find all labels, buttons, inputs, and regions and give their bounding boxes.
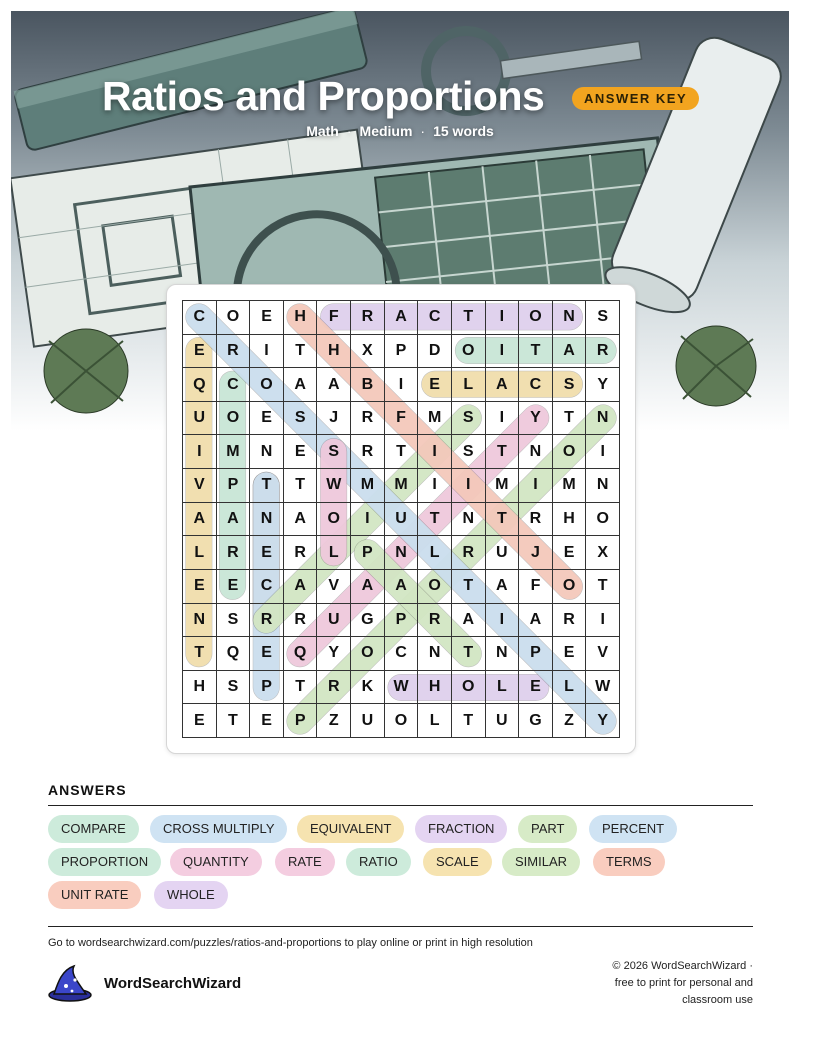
grid-cell[interactable]: Q <box>217 637 251 671</box>
grid-cell[interactable]: I <box>351 503 385 537</box>
grid-cell[interactable]: E <box>553 637 587 671</box>
grid-cell[interactable]: O <box>553 435 587 469</box>
grid-cell[interactable]: J <box>519 536 553 570</box>
grid-cell[interactable]: A <box>183 503 217 537</box>
grid-cell[interactable]: R <box>250 604 284 638</box>
meta-separator: · <box>420 123 426 139</box>
grid-cell[interactable]: V <box>183 469 217 503</box>
grid-cell[interactable]: P <box>250 671 284 705</box>
grid-cell[interactable]: N <box>418 637 452 671</box>
grid-cell[interactable]: P <box>519 637 553 671</box>
page-title: Ratios and Proportions <box>102 73 545 119</box>
grid-cell[interactable]: S <box>217 604 251 638</box>
grid-cell[interactable]: I <box>250 335 284 369</box>
grid-cell[interactable]: H <box>553 503 587 537</box>
grid-cell[interactable]: T <box>586 570 620 604</box>
grid-cell[interactable]: M <box>217 435 251 469</box>
grid-cell[interactable]: T <box>284 335 318 369</box>
grid-cell[interactable]: R <box>351 435 385 469</box>
grid-cell[interactable]: R <box>553 604 587 638</box>
grid-cell[interactable]: X <box>351 335 385 369</box>
grid-cell[interactable]: F <box>317 301 351 335</box>
brand[interactable] <box>48 964 241 1002</box>
grid-cell[interactable]: N <box>183 604 217 638</box>
answer-key-badge: ANSWER KEY <box>572 87 699 110</box>
answer-chip: FRACTION <box>415 815 507 843</box>
grid-cell[interactable]: T <box>284 671 318 705</box>
grid-cell[interactable]: N <box>385 536 419 570</box>
answer-chip: UNIT RATE <box>48 881 141 909</box>
answer-chip: WHOLE <box>154 881 228 909</box>
grid-cell[interactable]: T <box>486 435 520 469</box>
grid-cell[interactable]: C <box>183 301 217 335</box>
answer-chip: SCALE <box>423 848 492 876</box>
grid-cell[interactable]: M <box>385 469 419 503</box>
answer-chip: RATIO <box>346 848 411 876</box>
grid-cell[interactable]: R <box>217 536 251 570</box>
answer-chip: SIMILAR <box>502 848 580 876</box>
grid-cell[interactable]: E <box>250 637 284 671</box>
grid-cell[interactable]: E <box>250 402 284 436</box>
grid-cell[interactable]: H <box>183 671 217 705</box>
grid-cell[interactable]: E <box>519 671 553 705</box>
grid-cell[interactable]: L <box>418 704 452 738</box>
grid-cell[interactable]: O <box>217 301 251 335</box>
grid-cell[interactable]: H <box>418 671 452 705</box>
grid-cell[interactable]: I <box>486 402 520 436</box>
grid-cell[interactable]: T <box>452 704 486 738</box>
grid-cell[interactable]: A <box>385 301 419 335</box>
grid-cell[interactable]: Z <box>553 704 587 738</box>
grid-cell[interactable]: E <box>250 536 284 570</box>
grid-cell[interactable]: A <box>351 570 385 604</box>
grid-cell[interactable]: T <box>553 402 587 436</box>
grid-cell[interactable]: R <box>351 402 385 436</box>
grid-cell[interactable]: K <box>351 671 385 705</box>
grid-cell[interactable]: I <box>452 469 486 503</box>
grid-cell[interactable]: O <box>418 570 452 604</box>
grid-cell[interactable]: A <box>284 570 318 604</box>
play-online-link[interactable]: Go to wordsearchwizard.com/puzzles/ratios-and-proportions to play online or print in high resolution <box>48 937 533 949</box>
grid-cell[interactable]: R <box>519 503 553 537</box>
wizard-hat-icon <box>48 964 92 1002</box>
grid-cell[interactable]: U <box>317 604 351 638</box>
grid-cell[interactable]: T <box>452 570 486 604</box>
grid-cell[interactable]: A <box>452 604 486 638</box>
grid-cell[interactable]: Y <box>586 704 620 738</box>
grid-cell[interactable]: N <box>486 637 520 671</box>
grid-cell[interactable]: N <box>586 402 620 436</box>
grid-cell[interactable]: L <box>553 671 587 705</box>
grid-cell[interactable]: W <box>586 671 620 705</box>
grid-cell[interactable]: X <box>586 536 620 570</box>
grid-cell[interactable]: O <box>317 503 351 537</box>
grid-cell[interactable]: Z <box>317 704 351 738</box>
grid-cell[interactable]: A <box>284 368 318 402</box>
grid-cell[interactable]: O <box>452 335 486 369</box>
grid-cell[interactable]: Y <box>317 637 351 671</box>
grid-cell[interactable]: P <box>284 704 318 738</box>
meta-separator: · <box>346 123 352 139</box>
grid-cell[interactable]: N <box>250 435 284 469</box>
grid-cell[interactable]: F <box>385 402 419 436</box>
grid-cell[interactable]: W <box>385 671 419 705</box>
grid-cell[interactable]: T <box>486 503 520 537</box>
grid-cell[interactable]: T <box>385 435 419 469</box>
grid-cell[interactable]: C <box>519 368 553 402</box>
grid-cell[interactable]: T <box>519 335 553 369</box>
grid-cell[interactable]: O <box>351 637 385 671</box>
grid-cell[interactable]: S <box>284 402 318 436</box>
grid-cell[interactable]: I <box>586 435 620 469</box>
grid-cell[interactable]: U <box>351 704 385 738</box>
answer-chip: QUANTITY <box>170 848 262 876</box>
grid-cell[interactable]: T <box>452 301 486 335</box>
grid-cell[interactable]: U <box>486 704 520 738</box>
grid-cell[interactable]: E <box>217 570 251 604</box>
grid-cell[interactable]: F <box>519 570 553 604</box>
grid-cell[interactable]: R <box>317 671 351 705</box>
grid-cell[interactable]: V <box>317 570 351 604</box>
grid-cell[interactable]: L <box>317 536 351 570</box>
letter-grid <box>182 300 620 738</box>
grid-cell[interactable]: T <box>418 503 452 537</box>
grid-cell[interactable]: E <box>553 536 587 570</box>
grid-cell[interactable]: I <box>183 435 217 469</box>
grid-cell[interactable]: L <box>183 536 217 570</box>
grid-cell[interactable]: P <box>385 604 419 638</box>
grid-cell[interactable]: O <box>452 671 486 705</box>
grid-cell[interactable]: Y <box>586 368 620 402</box>
grid-cell[interactable]: A <box>486 368 520 402</box>
grid-cell[interactable]: S <box>553 368 587 402</box>
grid-cell[interactable]: T <box>284 469 318 503</box>
grid-cell[interactable]: O <box>586 503 620 537</box>
word-count-label: 15 words <box>433 123 494 139</box>
grid-cell[interactable]: M <box>553 469 587 503</box>
grid-cell[interactable]: N <box>250 503 284 537</box>
grid-cell[interactable]: A <box>553 335 587 369</box>
grid-cell[interactable]: W <box>317 469 351 503</box>
puzzle-meta <box>11 123 789 139</box>
grid-cell[interactable]: E <box>250 301 284 335</box>
grid-cell[interactable]: J <box>317 402 351 436</box>
grid-cell[interactable]: P <box>385 335 419 369</box>
grid-cell[interactable]: U <box>486 536 520 570</box>
grid-cell[interactable]: B <box>351 368 385 402</box>
answer-chip: CROSS MULTIPLY <box>150 815 287 843</box>
grid-cell[interactable]: T <box>250 469 284 503</box>
grid-cell[interactable]: I <box>486 604 520 638</box>
grid-cell[interactable]: E <box>250 704 284 738</box>
answer-chip: RATE <box>275 848 335 876</box>
grid-cell[interactable]: R <box>284 536 318 570</box>
grid-cell[interactable]: M <box>486 469 520 503</box>
answer-chip: PROPORTION <box>48 848 161 876</box>
grid-cell[interactable]: A <box>385 570 419 604</box>
grid-cell[interactable]: C <box>418 301 452 335</box>
grid-cell[interactable]: I <box>586 604 620 638</box>
grid-cell[interactable]: A <box>284 503 318 537</box>
answer-chip: EQUIVALENT <box>297 815 404 843</box>
grid-cell[interactable]: R <box>452 536 486 570</box>
grid-cell[interactable]: C <box>385 637 419 671</box>
grid-cell[interactable]: P <box>351 536 385 570</box>
difficulty-label: Medium <box>359 123 413 139</box>
grid-cell[interactable]: I <box>418 469 452 503</box>
answer-chip: TERMS <box>593 848 665 876</box>
answer-chip: PERCENT <box>589 815 677 843</box>
grid-cell[interactable]: I <box>385 368 419 402</box>
grid-cell[interactable]: A <box>317 368 351 402</box>
grid-cell[interactable]: M <box>351 469 385 503</box>
grid-cell[interactable]: T <box>217 704 251 738</box>
grid-cell[interactable]: S <box>586 301 620 335</box>
grid-cell[interactable]: N <box>586 469 620 503</box>
grid-cell[interactable]: H <box>317 335 351 369</box>
grid-cell[interactable]: O <box>217 402 251 436</box>
answers-heading: ANSWERS <box>48 782 127 798</box>
grid-cell[interactable]: G <box>519 704 553 738</box>
grid-cell[interactable]: S <box>217 671 251 705</box>
grid-cell[interactable]: O <box>385 704 419 738</box>
grid-cell[interactable]: O <box>553 570 587 604</box>
grid-cell[interactable]: S <box>317 435 351 469</box>
grid-cell[interactable]: C <box>250 570 284 604</box>
grid-cell[interactable]: Q <box>183 368 217 402</box>
grid-cell[interactable]: Q <box>284 637 318 671</box>
grid-cell[interactable]: O <box>250 368 284 402</box>
grid-cell[interactable]: E <box>418 368 452 402</box>
grid-cell[interactable]: H <box>284 301 318 335</box>
puzzle-card <box>166 284 636 754</box>
grid-cell[interactable]: A <box>217 503 251 537</box>
grid-cell[interactable]: S <box>452 402 486 436</box>
grid-cell[interactable]: R <box>586 335 620 369</box>
grid-cell[interactable]: T <box>183 637 217 671</box>
grid-cell[interactable]: A <box>519 604 553 638</box>
answers-divider <box>48 805 753 806</box>
grid-cell[interactable]: Y <box>519 402 553 436</box>
footer-divider <box>48 926 753 927</box>
grid-cell[interactable]: L <box>486 671 520 705</box>
grid-cell[interactable]: I <box>519 469 553 503</box>
grid-cell[interactable]: O <box>519 301 553 335</box>
grid-cell[interactable]: R <box>418 604 452 638</box>
grid-cell[interactable]: I <box>486 301 520 335</box>
copyright-notice: © 2026 WordSearchWizard · free to print for personal and classroom use <box>612 960 753 1006</box>
grid-cell[interactable]: N <box>519 435 553 469</box>
grid-cell[interactable]: E <box>183 335 217 369</box>
grid-cell[interactable]: L <box>418 536 452 570</box>
grid-cell[interactable]: D <box>418 335 452 369</box>
grid-cell[interactable]: E <box>284 435 318 469</box>
grid-cell[interactable]: U <box>183 402 217 436</box>
grid-cell[interactable]: E <box>183 570 217 604</box>
grid-cell[interactable]: P <box>217 469 251 503</box>
grid-cell[interactable]: S <box>452 435 486 469</box>
brand-name: WordSearchWizard <box>104 974 242 992</box>
grid-cell[interactable]: A <box>486 570 520 604</box>
grid-cell[interactable]: E <box>183 704 217 738</box>
grid-cell[interactable]: R <box>351 301 385 335</box>
grid-cell[interactable]: R <box>284 604 318 638</box>
grid-cell[interactable]: T <box>452 637 486 671</box>
grid-cell[interactable]: N <box>452 503 486 537</box>
answer-chip: PART <box>518 815 577 843</box>
grid-cell[interactable]: N <box>553 301 587 335</box>
grid-cell[interactable]: I <box>418 435 452 469</box>
subject-label: Math <box>306 123 339 139</box>
grid-cell[interactable]: U <box>385 503 419 537</box>
grid-cell[interactable]: M <box>418 402 452 436</box>
grid-cell[interactable]: V <box>586 637 620 671</box>
grid-cell[interactable]: C <box>217 368 251 402</box>
grid-cell[interactable]: L <box>452 368 486 402</box>
grid-cell[interactable]: R <box>217 335 251 369</box>
grid-cell[interactable]: G <box>351 604 385 638</box>
grid-cell[interactable]: I <box>486 335 520 369</box>
answer-chip: COMPARE <box>48 815 139 843</box>
